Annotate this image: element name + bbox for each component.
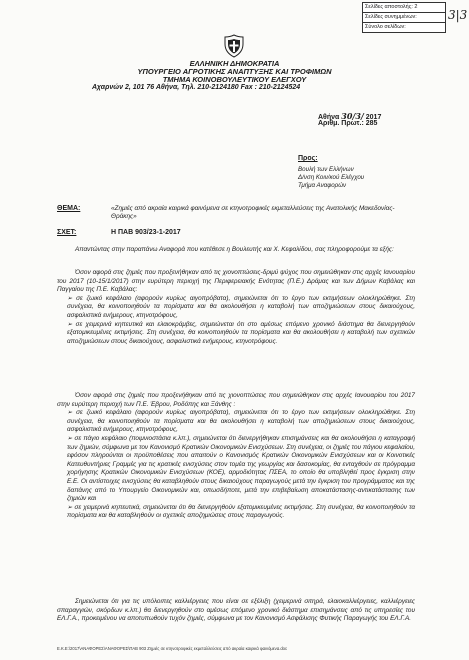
date-year: 2017: [365, 114, 382, 121]
intro-text: Απαντώντας στην παραπάνω Αναφορά που κατέθεσε η Βουλευτής και Χ. Κεφαλίδου, σας πληροφορούμε τα εξής:: [75, 246, 394, 253]
bullet-paragraph: ➢ σε χειμερινά κηπευτικά και ελαιοκράμβες, σημειώνεται ότι στο αμέσως επόμενο χρονικό διάστημα θα διενεργηθούν εξατομικευμένες εκτιμήσεις. Στη συνέχεια, θα κοινοποιηθούν τα πορίσματα και θα ακολουθήσει η καταβολή των σχετικών αποζημιώσεων στους δικαιούχους, ασφαλιστικά ενήμερους, κτηνοτρόφους.: [67, 320, 415, 345]
header-ministry: ΥΠΟΥΡΓΕΙΟ ΑΓΡΟΤΙΚΗΣ ΑΝΑΠΤΥΞΗΣ ΚΑΙ ΤΡΟΦΙΜΩΝ: [137, 67, 332, 76]
reference-text: Η ΠΑΒ 903/23-1-2017: [111, 229, 181, 236]
body-section-1: [57, 269, 415, 346]
recipient-line: Τμήμα Αναφορών: [298, 182, 347, 189]
protocol-number: Αριθμ. Πρωτ.: 285: [318, 120, 378, 127]
recipient-label: Προς:: [298, 155, 318, 162]
date-handwritten: 30/3/: [341, 111, 364, 121]
closing-section: [57, 598, 415, 624]
body-paragraph: Όσον αφορά στις ζημιές που προξενήθηκαν από τις χιονοπτώσεις-δριμύ ψύχος που σημειώθηκαν στις αρχές Ιανουαρίου του 2017 (10-15/1/2017) στην ευρύτερη περιοχή της Περιφερειακής Ενότητας (Π.Ε.) Δράμας και των Δήμων Καβάλας και Παγγαίου της Π.Ε. Καβάλας:: [57, 269, 415, 294]
subject-label: ΘΕΜΑ:: [57, 205, 81, 212]
stamp-pages-attached: Σελίδες συνημμένων:: [363, 13, 445, 23]
bullet-paragraph: ➢ σε πάγιο κεφάλαιο (ποιμνιοστάσια κ.λπ.), σημειώνεται ότι διενεργήθηκαν επισημάνσεις και θα ακολουθήσει η καταγραφή των ζημιών, σύμφωνα με τον Κανονισμό Κρατικών Οικονομικών Ενισχύσεων. Στη συνέχεια, οι ζημιές του πάγιου κεφαλαίου, εφόσον πληρούνται οι προϋποθέσεις που απαιτούν ο Κανονισμός Κρατικών Οικονομικών Ενισχύσεων και οι Κοινοτικές Κατευθυντήριες Γραμμές για τις κρατικές ενισχύσεις στον τομέα της γεωργίας και δασοκομίας, θα ενταχθούν σε πρόγραμμα χορήγησης Κρατικών Οικονομικών Ενισχύσεων (ΚΟΕ), αρμοδιότητας ΠΣΕΑ, το οποίο θα υποβληθεί προς έγκριση στην Ε.Ε. Οι αντίστοιχες ενισχύσεις θα καταβληθούν στους δικαιούχους παραγωγούς μετά την έγκριση του προγράμματος και της δαπάνης από το Υπουργείο Οικονομικών και, οπωσδήποτε, μετά την επιβεβαίωση αποκατάστασης-αντικατάστασης των ζημιών και: [67, 434, 415, 503]
header-department: ΤΜΗΜΑ ΚΟΙΝΟΒΟΥΛΕΥΤΙΚΟΥ ΕΛΕΓΧΟΥ: [162, 75, 307, 84]
recipient-line: Βουλή των Ελλήνων: [298, 166, 354, 173]
subject-text: «Ζημιές από ακραία καιρικά φαινόμενα σε κτηνοτροφικές εκμεταλλεύσεις της Ανατολικής Μακεδονίας-Θράκης»: [111, 205, 395, 220]
closing-paragraph: Σημειώνεται ότι για τις υπόλοιπες καλλιέργειες που είναι σε εξέλιξη (χειμερινά σιτηρά, ελαιοκαλλιέργειες, καλλιέργειες σπαραγγιών, σκόρδων κ.λπ.) θα διενεργηθούν στο αμέσως επόμενο χρονικό διάστημα επισημάνσεις από τις υπηρεσίες του ΕΛ.Γ.Α., προκειμένου να αποτυπωθούν τυχόν ζημιές, σύμφωνα με τον Κανονισμό Ασφάλισης Φυτικής Παραγωγής του ΕΛ.Γ.Α.: [57, 598, 415, 623]
reference-label: ΣΧΕΤ:: [57, 229, 77, 236]
body-section-2: [57, 392, 415, 521]
recipient-block: [298, 166, 364, 190]
file-path-footer: Ε.Κ.Ε:\2017\ΑΝΑΦΟΡΕΣ\ΑΝΑΦΟΡΕΣ\ΠΑΒ 903 Ζημιές σε κτηνοτροφικές εκμεταλλεύσεις από ακραία καιρικά φαινόμενα.doc: [57, 646, 288, 651]
stamp-total-pages: Σύνολο σελίδων:: [365, 24, 406, 30]
stamp-pages-sent: Σελίδες αποστολής: 2: [363, 3, 445, 13]
bullet-paragraph: ➢ σε χειμερινά κηπευτικά, σημειώνεται ότι θα διενεργηθούν εξατομικευμένες εκτιμήσεις. Στη συνέχεια, θα κοινοποιηθούν τα πορίσματα και θα καταβληθούν οι σχετικές αποζημιώσεις στους παραγωγούς.: [67, 503, 415, 520]
greek-coat-of-arms-icon: [222, 34, 246, 58]
bullet-paragraph: ➢ σε ζωικό κεφάλαιο (αφορούν κυρίως αιγοπρόβατα), σημειώνεται ότι το έργο των εκτιμήσεων ολοκληρώθηκε. Στη συνέχεια, θα κοινοποιηθούν τα πορίσματα και θα ακολουθήσει η καταβολή των αποζημιώσεων στους δικαιούχους, ασφαλιστικά ενήμερους, κτηνοτρόφους,: [67, 294, 415, 319]
body-paragraph: Όσον αφορά στις ζημιές που προξενήθηκαν από τις χιονοπτώσεις που σημειώθηκαν στις αρχές Ιανουαρίου του 2017 στην ευρύτερη περιοχή των Π.Ε. Έβρου, Ροδόπης και Ξάνθης :: [57, 392, 415, 408]
page-count-stamp: [362, 2, 446, 33]
intro-paragraph: [57, 246, 415, 255]
handwritten-page-number: 3|3: [448, 8, 468, 22]
header-address: Αχαρνών 2, 101 76 Αθήνα, Τηλ. 210-2124180 Fax : 210-2124524: [92, 84, 301, 91]
recipient-line: Δ/νση Κοιν/κού Ελέγχου: [298, 174, 365, 181]
header-republic: ΕΛΛΗΝΙΚΗ ΔΗΜΟΚΡΑΤΙΑ: [189, 59, 280, 68]
bullet-paragraph: ➢ σε ζωικό κεφάλαιο (αφορούν κυρίως αιγοπρόβατα), σημειώνεται ότι το έργο των εκτιμήσεων ολοκληρώθηκε. Στη συνέχεια, θα κοινοποιηθούν τα πορίσματα και θα ακολουθήσει η καταβολή των αποζημιώσεων στους δικαιούχους, ασφαλιστικά ενήμερους, κτηνοτρόφους,: [67, 409, 415, 434]
date-label: Αθήνα: [318, 114, 340, 121]
